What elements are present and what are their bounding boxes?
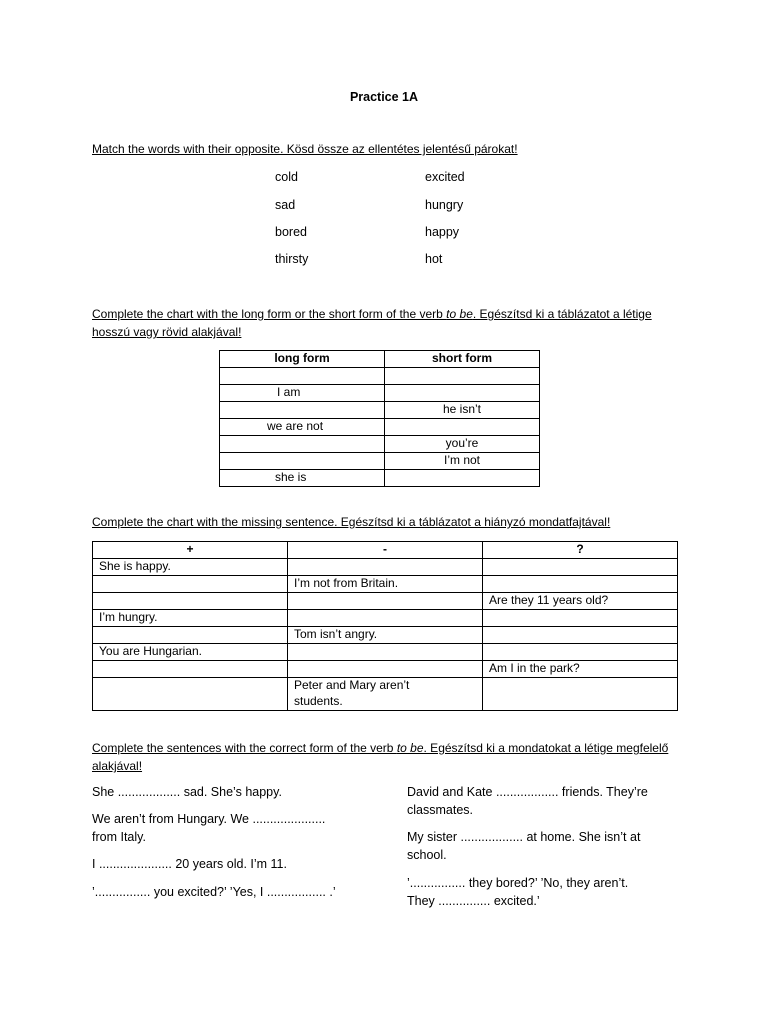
left-word: cold: [275, 170, 298, 184]
table-cell[interactable]: [483, 576, 678, 593]
exercise1-instruction: Match the words with their opposite. Kösd össze az ellentétes jelentésű párokat!: [92, 142, 518, 156]
table-cell[interactable]: I’m not: [385, 453, 540, 470]
table-cell[interactable]: [288, 559, 483, 576]
exercise2-instruction: [92, 305, 682, 341]
table-cell[interactable]: [220, 368, 385, 385]
instruction-text: . Egészítsd ki a táblázatot a létige hosszú vagy rövid alakjával!: [92, 307, 652, 339]
instruction-text: Complete the sentences with the correct form of the verb: [92, 741, 397, 755]
table-cell[interactable]: he isn’t: [385, 402, 540, 419]
table-row: [93, 559, 678, 576]
table-cell[interactable]: she is: [220, 470, 385, 487]
table-cell[interactable]: [288, 610, 483, 627]
table-cell[interactable]: [93, 593, 288, 610]
right-word: hungry: [425, 198, 464, 212]
table-row: [93, 593, 678, 610]
left-word: sad: [275, 198, 296, 212]
table-row: [93, 678, 678, 711]
table-row: [220, 470, 540, 487]
table-cell[interactable]: [93, 576, 288, 593]
table-cell[interactable]: [220, 453, 385, 470]
table-cell[interactable]: [93, 661, 288, 678]
exercise4-instruction: [92, 739, 682, 775]
sentence-types-table: [92, 541, 678, 711]
table-cell[interactable]: [220, 436, 385, 453]
table-row: [220, 402, 540, 419]
table-row: [93, 644, 678, 661]
table-cell[interactable]: [93, 678, 288, 711]
header-positive: +: [93, 542, 288, 559]
sentence: My sister .................. at home. She isn’t at school.: [407, 830, 641, 862]
table-row: [220, 385, 540, 402]
table-cell[interactable]: You are Hungarian.: [93, 644, 288, 661]
instruction-verb: to be: [446, 307, 473, 321]
table-cell[interactable]: [93, 627, 288, 644]
table-cell[interactable]: [220, 402, 385, 419]
table-row: [220, 368, 540, 385]
sentence: David and Kate .................. friends. They’re classmates.: [407, 785, 648, 817]
right-word: excited: [425, 170, 465, 184]
to-be-forms-table: [219, 350, 540, 487]
table-cell[interactable]: [385, 470, 540, 487]
sentence: I ..................... 20 years old. I’m 11.: [92, 857, 287, 871]
table-cell[interactable]: Tom isn’t angry.: [288, 627, 483, 644]
table-row: [220, 436, 540, 453]
table-cell[interactable]: Peter and Mary aren’t students.: [288, 678, 483, 711]
table-row: [93, 576, 678, 593]
table-cell[interactable]: [483, 644, 678, 661]
table-cell[interactable]: [483, 610, 678, 627]
right-word: happy: [425, 225, 460, 239]
table-cell[interactable]: Are they 11 years old?: [483, 593, 678, 610]
sentence: She .................. sad. She’s happy.: [92, 785, 282, 799]
table-cell[interactable]: [288, 593, 483, 610]
table-header-row: [93, 542, 678, 559]
table-cell[interactable]: [385, 419, 540, 436]
header-negative: -: [288, 542, 483, 559]
table-cell[interactable]: [483, 559, 678, 576]
left-word: bored: [275, 225, 307, 239]
instruction-text: Complete the chart with the long form or the short form of the verb: [92, 307, 447, 321]
table-cell[interactable]: I am: [220, 385, 385, 402]
table-row: [220, 419, 540, 436]
table-row: [93, 661, 678, 678]
right-word: hot: [425, 252, 443, 266]
table-cell[interactable]: we are not: [220, 419, 385, 436]
table-cell[interactable]: you’re: [385, 436, 540, 453]
table-cell[interactable]: [288, 661, 483, 678]
header-long-form: long form: [220, 351, 385, 368]
instruction-text: . Egészítsd ki a mondatokat a létige megfelelő alakjával!: [92, 741, 669, 773]
page-title: Practice 1A: [349, 90, 419, 104]
instruction-verb: to be: [396, 741, 424, 755]
header-question: ?: [483, 542, 678, 559]
table-row: [93, 610, 678, 627]
sentence: ’................ they bored?’ ’No, they aren’t. They ............... excited.’: [407, 876, 629, 908]
table-cell[interactable]: [483, 678, 678, 711]
table-cell[interactable]: [483, 627, 678, 644]
table-cell[interactable]: [385, 368, 540, 385]
table-cell[interactable]: I’m not from Britain.: [288, 576, 483, 593]
table-cell[interactable]: Am I in the park?: [483, 661, 678, 678]
table-cell[interactable]: She is happy.: [93, 559, 288, 576]
sentence: ’................ you excited?’ ’Yes, I ................. .’: [92, 885, 336, 899]
exercise3-instruction: Complete the chart with the missing sentence. Egészítsd ki a táblázatot a hiányzó mondatfajtával!: [92, 515, 611, 529]
left-word: thirsty: [275, 252, 309, 266]
sentence: We aren’t from Hungary. We ..................... from Italy.: [92, 812, 326, 844]
table-header-row: [220, 351, 540, 368]
table-row: [220, 453, 540, 470]
table-row: [93, 627, 678, 644]
header-short-form: short form: [385, 351, 540, 368]
table-cell[interactable]: [385, 385, 540, 402]
table-cell[interactable]: I’m hungry.: [93, 610, 288, 627]
table-cell[interactable]: [288, 644, 483, 661]
